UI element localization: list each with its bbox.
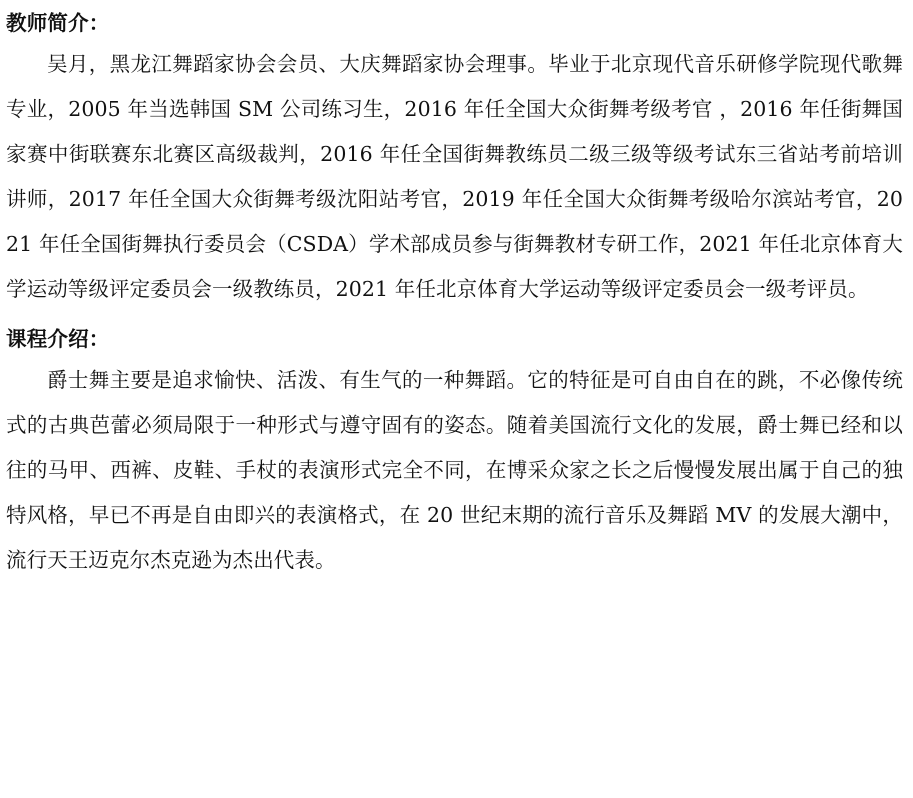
teacher-profile-heading: 教师简介： <box>6 11 110 35</box>
course-introduction-heading: 课程介绍： <box>6 327 110 351</box>
teacher-profile-paragraph: 吴月，黑龙江舞蹈家协会会员、大庆舞蹈家协会理事。毕业于北京现代音乐研修学院现代歌舞专业，2005 年当选韩国 SM 公司练习生，2016 年任全国大众街舞考级考官 ，2016 年任街舞国家赛中街联赛东北赛区高级裁判，2016 年任全国街舞教练员二级三级等级考试东三省站考前培训讲师，2017 年任全国大众街舞考级沈阳站考官，2019 年任全国大众街舞考级哈尔滨站考官，2021 年任全国街舞执行委员会（CSDA）学术部成员参与街舞教材专研工作，2021 年任北京体育大学运动等级评定委员会一级教练员，2021 年任北京体育大学运动等级评定委员会一级考评员。 <box>6 52 903 301</box>
course-introduction-paragraph: 爵士舞主要是追求愉快、活泼、有生气的一种舞蹈。它的特征是可自由自在的跳，不必像传统式的古典芭蕾必须局限于一种形式与遵守固有的姿态。随着美国流行文化的发展，爵士舞已经和以往的马甲、西裤、皮鞋、手杖的表演形式完全不同，在博采众家之长之后慢慢发展出属于自己的独特风格，早已不再是自由即兴的表演格式，在 20 世纪末期的流行音乐及舞蹈 MV 的发展大潮中，流行天王迈克尔杰克逊为杰出代表。 <box>6 368 903 572</box>
